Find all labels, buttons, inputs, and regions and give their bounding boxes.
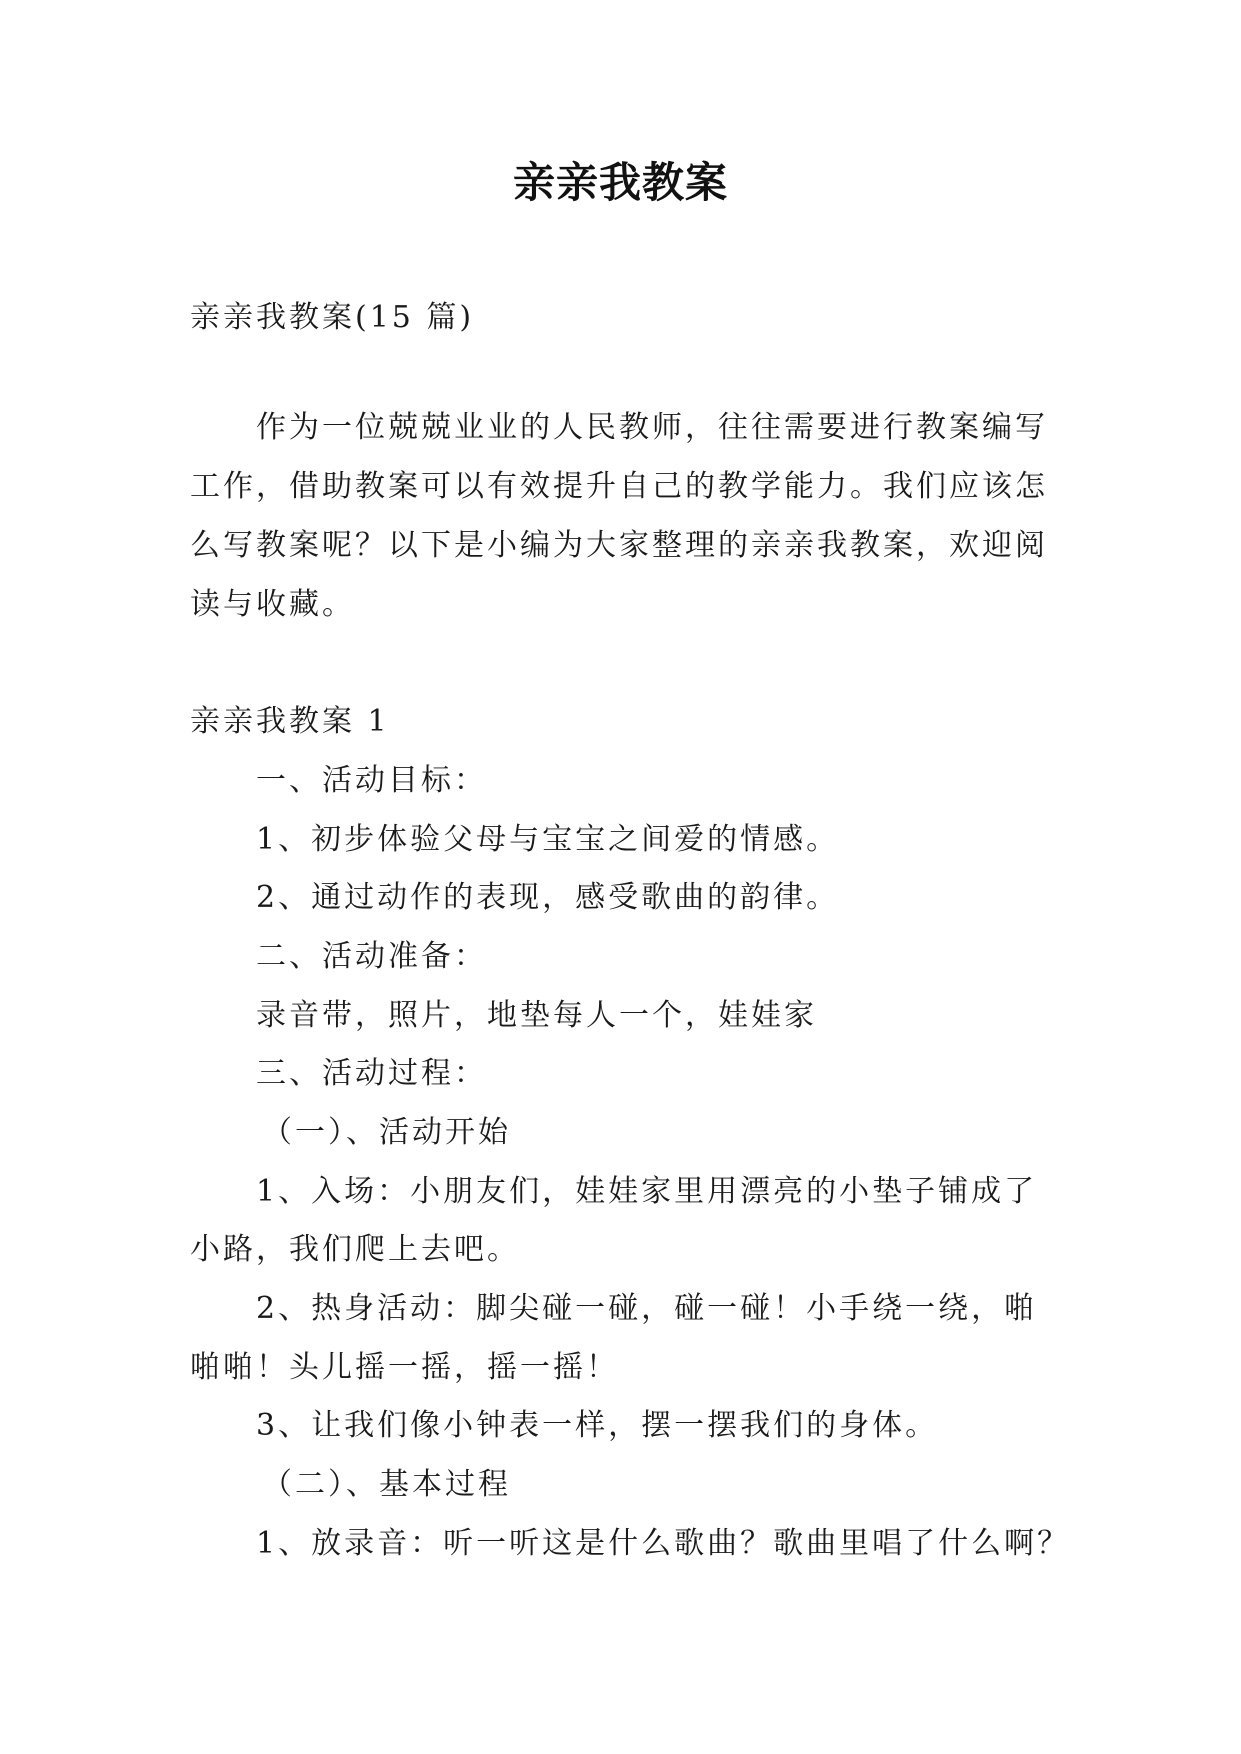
intro-line: 么写教案呢？以下是小编为大家整理的亲亲我教案，欢迎阅 xyxy=(190,528,1048,563)
intro-line: 读与收藏。 xyxy=(190,587,355,622)
body-line: 1、入场：小朋友们，娃娃家里用漂亮的小垫子铺成了 xyxy=(256,1174,1038,1209)
body-line: 啪啪！头儿摇一摇，摇一摇！ xyxy=(190,1350,619,1385)
body-line: 3、让我们像小钟表一样，摆一摆我们的身体。 xyxy=(256,1408,939,1443)
document-subtitle: 亲亲我教案(15 篇) xyxy=(190,300,475,335)
intro-line: 作为一位兢兢业业的人民教师，往往需要进行教案编写 xyxy=(256,410,1048,445)
body-line: 1、放录音：听一听这是什么歌曲？歌曲里唱了什么啊？ xyxy=(256,1526,1071,1561)
document-title: 亲亲我教案 xyxy=(512,158,728,207)
body-line: 1、初步体验父母与宝宝之间爱的情感。 xyxy=(256,822,840,857)
body-line: 二、活动准备： xyxy=(256,939,487,974)
body-line: 一、活动目标： xyxy=(256,763,487,798)
body-line: （二）、基本过程 xyxy=(262,1467,511,1502)
body-line: 2、热身活动：脚尖碰一碰，碰一碰！小手绕一绕，啪 xyxy=(256,1291,1038,1326)
body-line: 小路，我们爬上去吧。 xyxy=(190,1232,520,1267)
body-line: 2、通过动作的表现，感受歌曲的韵律。 xyxy=(256,880,840,915)
body-line: 三、活动过程： xyxy=(256,1056,487,1091)
intro-line: 工作，借助教案可以有效提升自己的教学能力。我们应该怎 xyxy=(190,469,1048,504)
body-line: 录音带，照片，地垫每人一个，娃娃家 xyxy=(256,998,817,1033)
body-line: （一）、活动开始 xyxy=(262,1115,511,1150)
section-heading: 亲亲我教案 1 xyxy=(190,704,390,739)
